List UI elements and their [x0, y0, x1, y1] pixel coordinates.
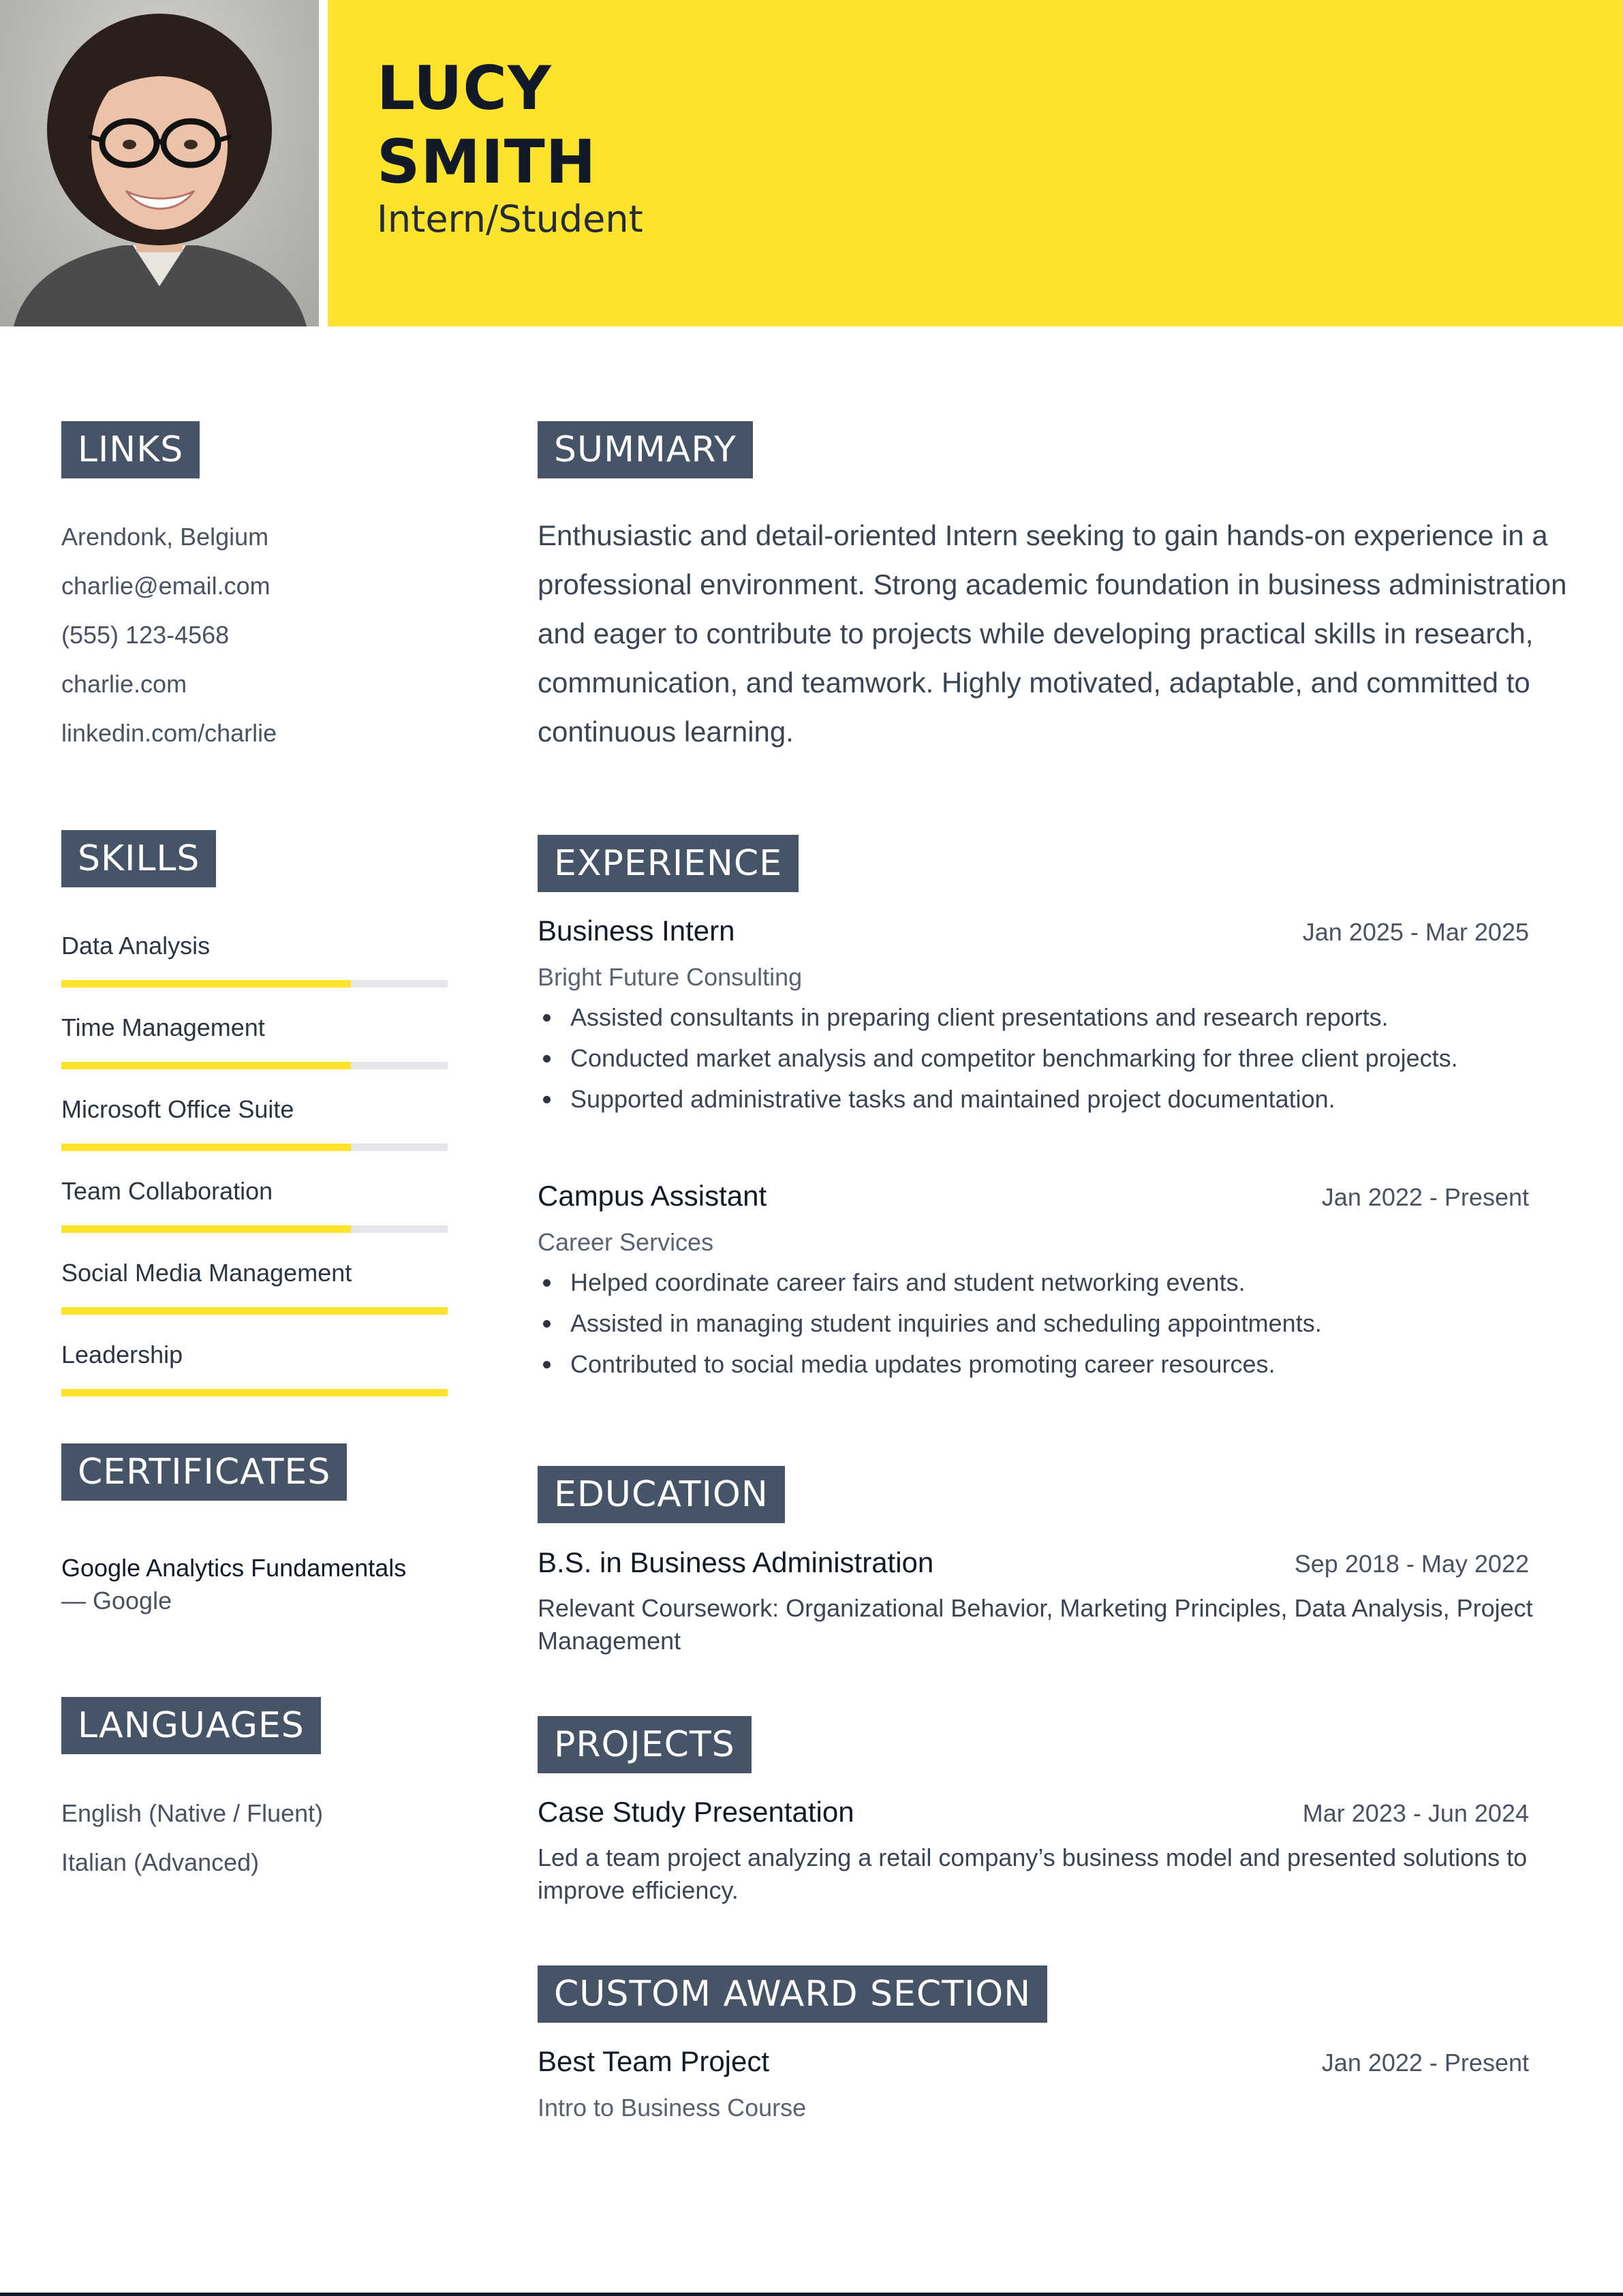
- skill-level-fill: [61, 1389, 448, 1396]
- language-item: Italian (Advanced): [61, 1848, 260, 1876]
- link-email[interactable]: charlie@email.com: [61, 572, 270, 600]
- job-bullet: Assisted consultants in preparing client presentations and research reports.: [538, 997, 1546, 1038]
- certificate-name: Google Analytics Fundamentals: [61, 1554, 407, 1582]
- skills-section-title: SKILLS: [61, 830, 216, 887]
- summary-text: Enthusiastic and detail-oriented Intern seeking to gain hands-on experience in a professional environment. Strong academic foundation in business administration and eager to contribute to projects while developing practical skills in research, communication, and teamwork. Highly motivated, adaptable, and committed to continuous learning.: [538, 519, 1567, 748]
- language-item: English (Native / Fluent): [61, 1799, 324, 1827]
- education-section-title: EDUCATION: [538, 1466, 785, 1523]
- skill-level-fill: [61, 1307, 448, 1315]
- certificates-section-title: CERTIFICATES: [61, 1443, 347, 1501]
- links-section-title: LINKS: [61, 421, 200, 478]
- skill-label: Team Collaboration: [61, 1177, 273, 1205]
- skill-level-bar: [61, 1144, 448, 1151]
- job-title: Campus Assistant: [538, 1180, 767, 1212]
- education-coursework: Relevant Coursework: Organizational Behavior, Marketing Principles, Data Analysis, Project Management: [538, 1594, 1533, 1655]
- skill-level-bar: [61, 1225, 448, 1233]
- skill-level-bar: [61, 980, 448, 988]
- job-bullets: [538, 997, 1546, 1120]
- award-organization: Intro to Business Course: [538, 2094, 807, 2122]
- skill-level-fill: [61, 1225, 351, 1233]
- skill-label: Data Analysis: [61, 932, 211, 960]
- first-name: LUCY: [377, 53, 552, 123]
- link-linkedin[interactable]: linkedin.com/charlie: [61, 719, 277, 747]
- link-location: Arendonk, Belgium: [61, 523, 269, 551]
- skill-label: Microsoft Office Suite: [61, 1095, 294, 1123]
- candidate-role: Intern/Student: [377, 198, 643, 241]
- link-phone[interactable]: (555) 123-4568: [61, 621, 230, 649]
- project-name: Case Study Presentation: [538, 1796, 854, 1828]
- project-date: Mar 2023 - Jun 2024: [1302, 1799, 1529, 1827]
- job-date: Jan 2025 - Mar 2025: [1302, 918, 1529, 946]
- skill-level-fill: [61, 980, 351, 988]
- job-bullets: [538, 1262, 1546, 1385]
- skill-label: Time Management: [61, 1013, 265, 1041]
- summary-section-title: SUMMARY: [538, 421, 753, 478]
- skill-level-fill: [61, 1144, 351, 1151]
- profile-photo: [0, 0, 319, 326]
- projects-section-title: PROJECTS: [538, 1716, 752, 1773]
- job-organization: Bright Future Consulting: [538, 963, 803, 991]
- award-date: Jan 2022 - Present: [1321, 2049, 1529, 2077]
- job-bullet: Helped coordinate career fairs and student networking events.: [538, 1262, 1546, 1303]
- skill-level-bar: [61, 1389, 448, 1396]
- job-bullet: Contributed to social media updates promoting career resources.: [538, 1344, 1546, 1385]
- award-name: Best Team Project: [538, 2045, 770, 2077]
- link-website[interactable]: charlie.com: [61, 670, 187, 698]
- award-section-title: CUSTOM AWARD SECTION: [538, 1965, 1047, 2023]
- skill-level-bar: [61, 1062, 448, 1069]
- candidate-name: [377, 52, 596, 199]
- languages-section-title: LANGUAGES: [61, 1697, 321, 1754]
- last-name: SMITH: [377, 127, 597, 197]
- page-bottom-border: [0, 2293, 1623, 2296]
- skill-level-fill: [61, 1062, 351, 1069]
- skill-label: Leadership: [61, 1341, 183, 1368]
- job-date: Jan 2022 - Present: [1321, 1183, 1529, 1211]
- certificate-issuer: — Google: [61, 1587, 172, 1614]
- education-degree: B.S. in Business Administration: [538, 1546, 934, 1578]
- job-bullet: Assisted in managing student inquiries and scheduling appointments.: [538, 1303, 1546, 1344]
- job-organization: Career Services: [538, 1228, 714, 1256]
- job-bullet: Supported administrative tasks and maintained project documentation.: [538, 1079, 1546, 1120]
- resume-header: [0, 0, 1623, 326]
- education-date: Sep 2018 - May 2022: [1294, 1550, 1529, 1578]
- experience-section-title: EXPERIENCE: [538, 835, 799, 892]
- job-bullet: Conducted market analysis and competitor benchmarking for three client projects.: [538, 1038, 1546, 1079]
- project-description: Led a team project analyzing a retail company’s business model and presented solutions to improve efficiency.: [538, 1843, 1528, 1904]
- skill-level-bar: [61, 1307, 448, 1315]
- job-title: Business Intern: [538, 915, 735, 947]
- skill-label: Social Media Management: [61, 1259, 352, 1287]
